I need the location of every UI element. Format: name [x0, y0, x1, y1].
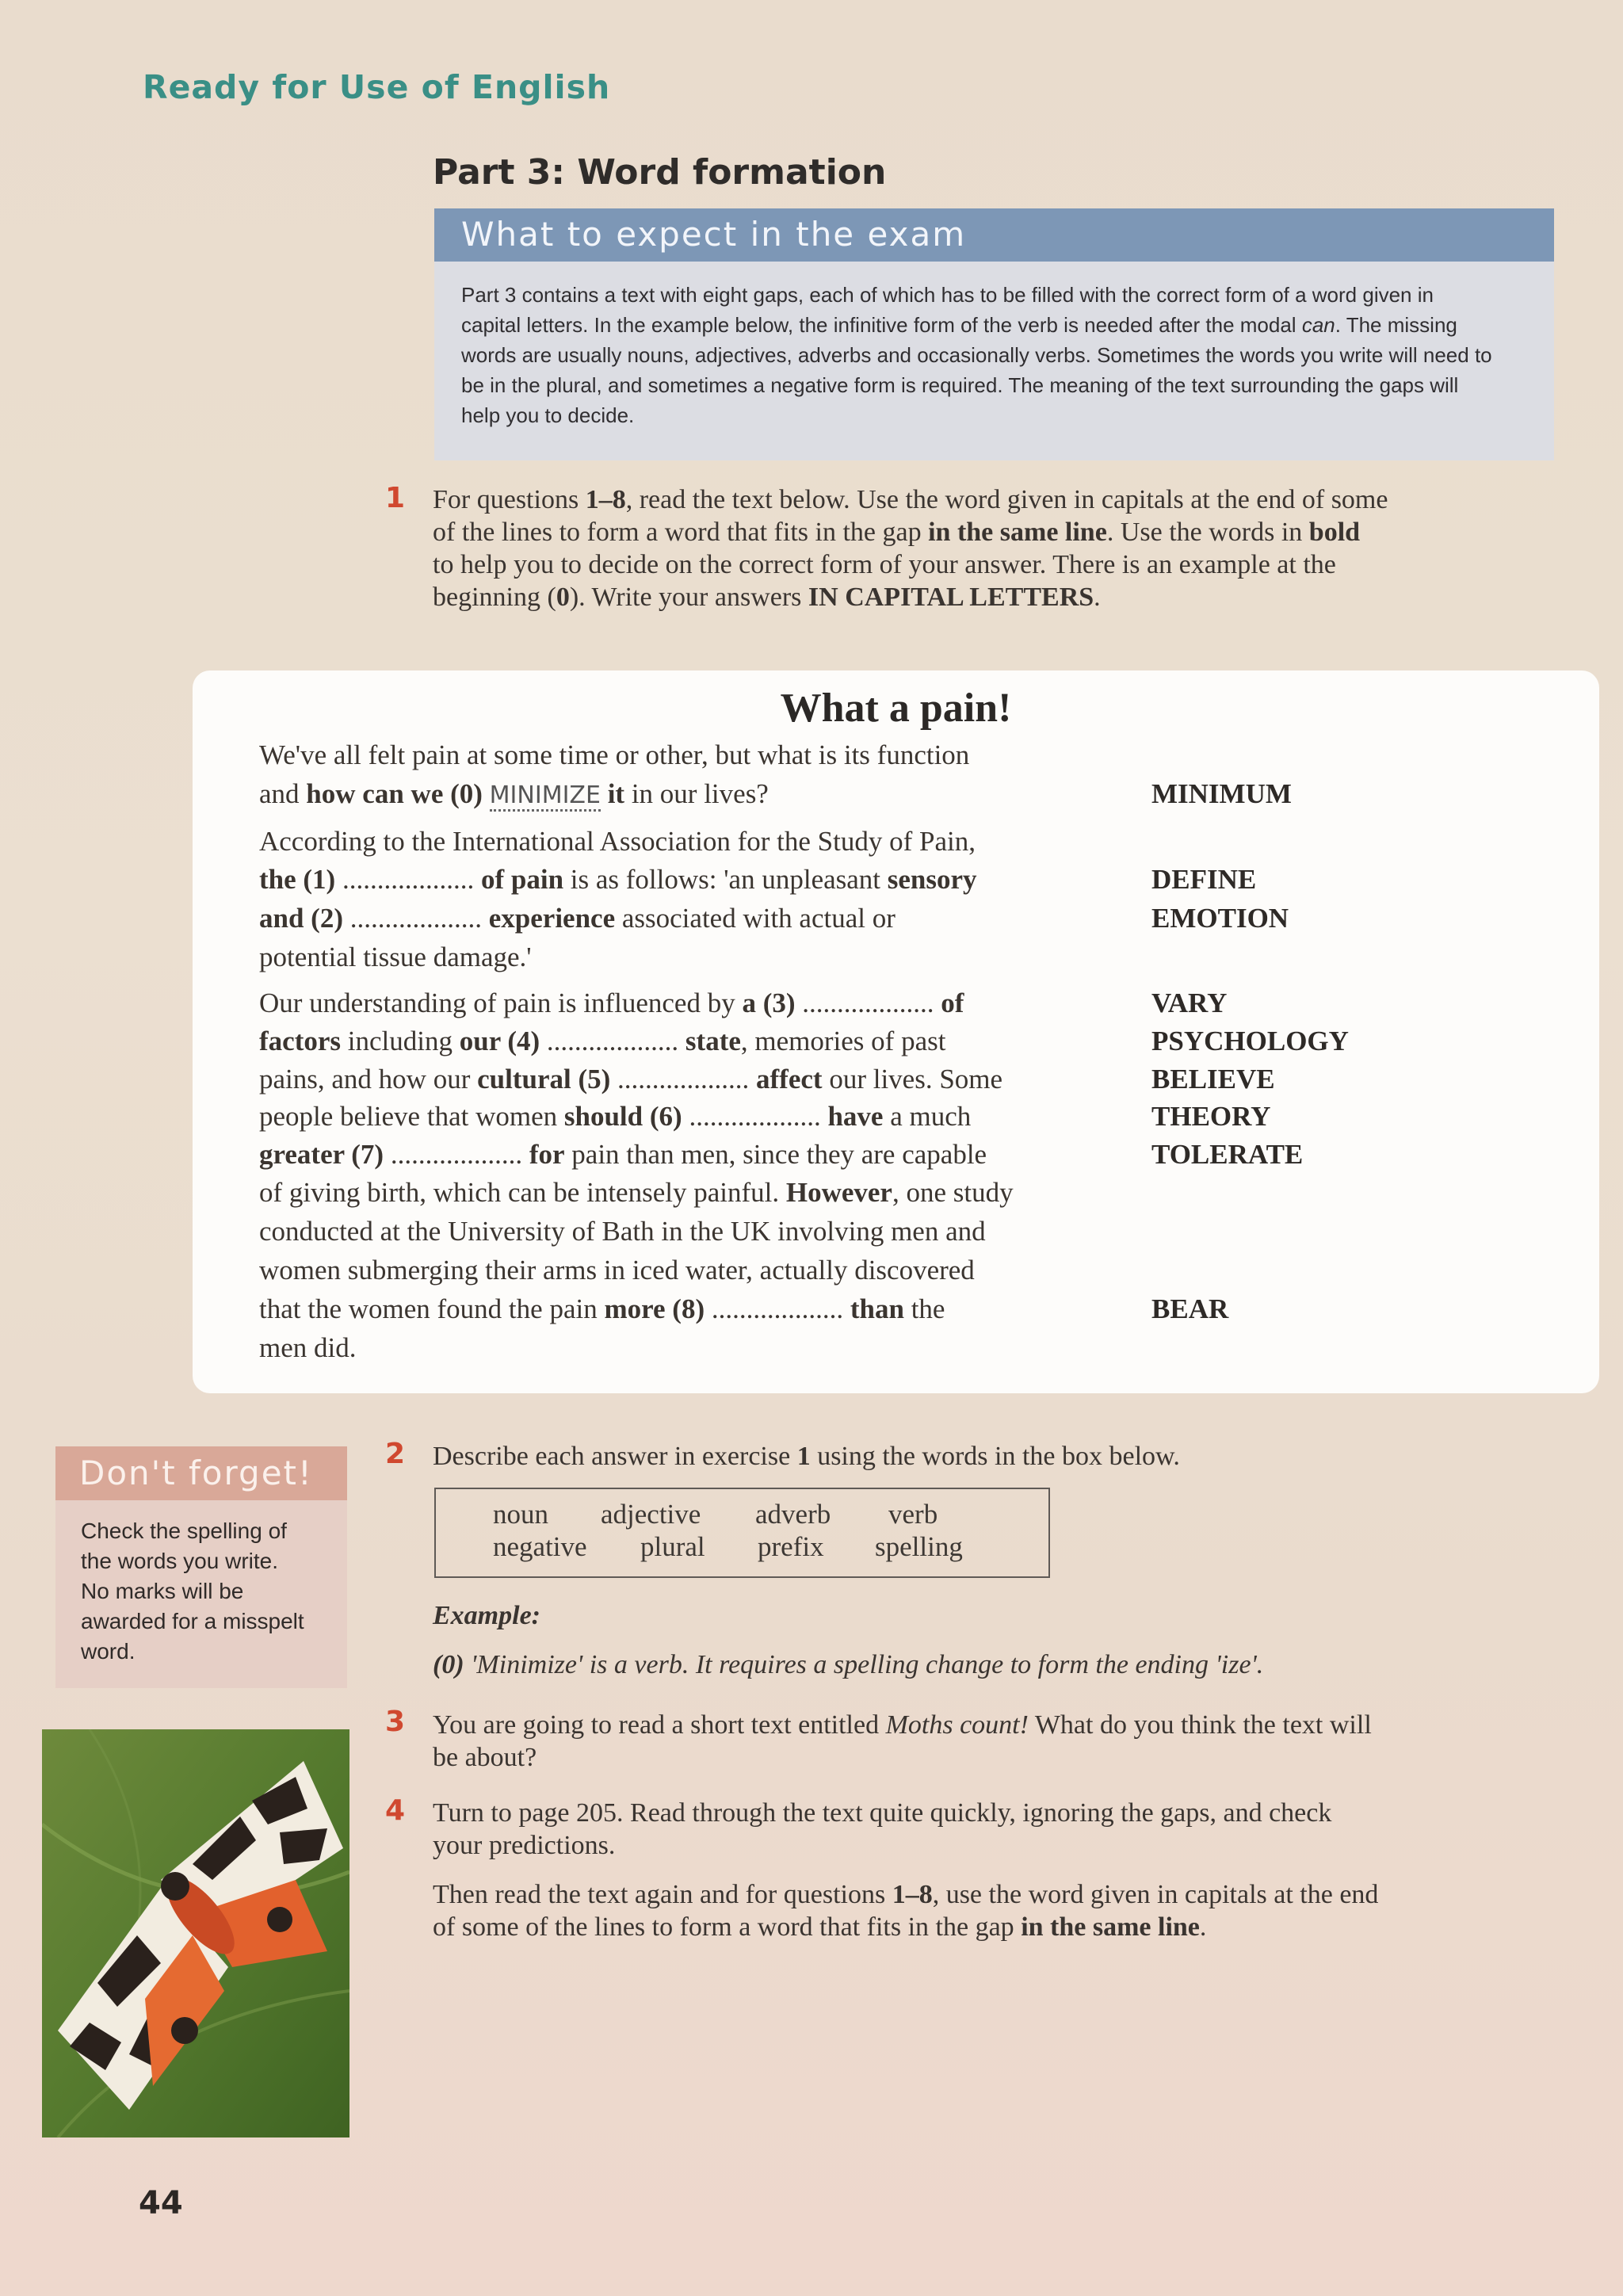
text-line: potential tissue damage.': [259, 942, 532, 972]
answer-gap[interactable]: ...................: [546, 1026, 679, 1056]
exercise-2-instructions: Describe each answer in exercise 1 using the words in the box below.: [433, 1442, 1180, 1471]
text-line: men did.: [259, 1332, 357, 1363]
example-answer: MINIMIZE: [490, 781, 601, 812]
text-line: and how can we (0) MINIMIZE it in our lives?: [259, 778, 769, 810]
part-title: Part 3: Word formation: [433, 152, 887, 193]
word-box-item: adjective: [601, 1499, 701, 1530]
dont-forget-box: [55, 1446, 347, 1688]
answer-gap[interactable]: ...................: [390, 1139, 523, 1170]
answer-gap[interactable]: ...................: [689, 1101, 821, 1132]
keyword: BEAR: [1151, 1293, 1229, 1324]
text-line: Our understanding of pain is influenced by a (3) ................... of: [259, 988, 964, 1018]
answer-gap[interactable]: ...................: [349, 903, 482, 934]
answer-gap[interactable]: ...................: [342, 864, 475, 895]
reading-text-card: [193, 670, 1599, 1393]
example-sentence: (0) 'Minimize' is a verb. It requires a spelling change to form the ending 'ize'.: [433, 1650, 1264, 1679]
keyword: THEORY: [1151, 1101, 1271, 1132]
keyword: PSYCHOLOGY: [1151, 1026, 1349, 1056]
dont-forget-header: [55, 1446, 347, 1500]
text-line: women submerging their arms in iced water, actually discovered: [259, 1255, 975, 1286]
moth-photo: [42, 1729, 349, 2137]
text-line: pains, and how our cultural (5) ................... affect our lives. Some: [259, 1064, 1003, 1095]
word-box-item: verb: [888, 1499, 938, 1530]
answer-gap[interactable]: ...................: [617, 1064, 750, 1095]
word-box-item: spelling: [875, 1531, 963, 1562]
exercise-number-1: 1: [385, 482, 406, 514]
word-box-item: adverb: [755, 1499, 831, 1530]
exercise-number-3: 3: [385, 1706, 406, 1738]
dont-forget-text: Check the spelling of the words you write. No marks will be awarded for a misspelt word.: [81, 1519, 304, 1664]
text-line: We've all felt pain at some time or other, but what is its function: [259, 739, 970, 770]
keyword: BELIEVE: [1151, 1064, 1275, 1095]
keyword: MINIMUM: [1151, 778, 1292, 809]
exam-info-text: Part 3 contains a text with eight gaps, each of which has to be filled with the correct form of a word given in capital letters. In the example below, the infinitive form of the verb is needed after the modal can. The missing words are usually nouns, adjectives, adverbs and occasionally verbs. Sometimes the words you write will need to be in the plural, and sometimes a negative form is required. The meaning of the text surrounding the gaps will help you to decide.: [461, 283, 1492, 427]
exercise-4-instructions: Turn to page 205. Read through the text quite quickly, ignoring the gaps, and check your predictions.: [433, 1798, 1332, 1860]
exam-info-box: [434, 208, 1554, 460]
exercise-3-instructions: You are going to read a short text entitled Moths count! What do you think the text will be about?: [433, 1710, 1372, 1772]
keyword: VARY: [1151, 988, 1228, 1018]
answer-gap[interactable]: ...................: [802, 988, 934, 1018]
word-box-item: plural: [640, 1531, 705, 1562]
text-line: people believe that women should (6) ................... have a much: [259, 1101, 972, 1132]
text-line: factors including our (4) ................... state, memories of past: [259, 1026, 946, 1056]
text-line: and (2) ................... experience associated with actual or: [259, 903, 896, 934]
answer-gap[interactable]: ...................: [711, 1293, 844, 1324]
section-label: Ready for Use of English: [143, 68, 611, 106]
word-box: [434, 1488, 1050, 1578]
word-box-item: prefix: [758, 1531, 824, 1562]
text-title: What a pain!: [780, 686, 1012, 731]
keyword: DEFINE: [1151, 864, 1257, 895]
exercise-number-2: 2: [385, 1438, 406, 1470]
page-number: 44: [139, 2185, 183, 2222]
keyword: EMOTION: [1151, 903, 1289, 934]
word-box-item: negative: [493, 1531, 587, 1562]
text-line: conducted at the University of Bath in the UK involving men and: [259, 1216, 986, 1247]
keyword: TOLERATE: [1151, 1139, 1304, 1170]
text-line: the (1) ................... of pain is as follows: 'an unpleasant sensory: [259, 864, 977, 895]
text-line: that the women found the pain more (8) ................... than the: [259, 1293, 945, 1324]
example-label: Example:: [433, 1601, 540, 1630]
exercise-1-instructions: For questions 1–8, read the text below. Use the word given in capitals at the end of some of the lines to form a word that fits in the gap in the same line. Use the words in bold to help you to decide on the correct form of your answer. There is an example at the beginning (0). Write your answers IN CAPITAL LETTERS.: [433, 485, 1388, 612]
exercise-number-4: 4: [385, 1794, 406, 1827]
exercise-4-continuation: Then read the text again and for questions 1–8, use the word given in capitals at the end of some of the lines to form a word that fits in the gap in the same line.: [433, 1880, 1379, 1942]
dont-forget-heading: Don't forget!: [79, 1454, 313, 1492]
text-line: According to the International Association for the Study of Pain,: [259, 826, 976, 857]
exam-info-heading: What to expect in the exam: [461, 215, 967, 254]
exam-info-header: [434, 208, 1554, 262]
text-line: greater (7) ................... for pain than men, since they are capable: [259, 1139, 987, 1170]
word-box-item: noun: [493, 1499, 548, 1530]
text-line: of giving birth, which can be intensely painful. However, one study: [259, 1177, 1014, 1208]
